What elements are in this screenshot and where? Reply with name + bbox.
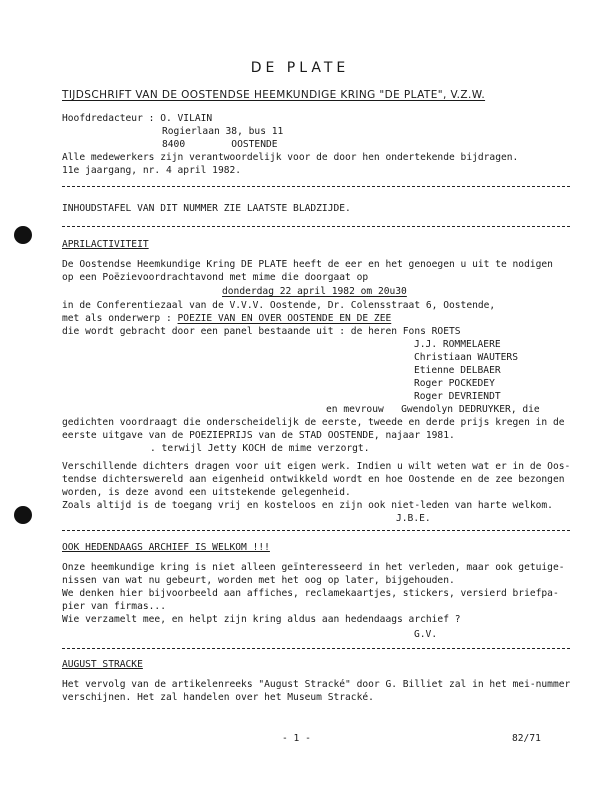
editor-label: Hoofdredacteur : O. VILAIN (62, 113, 213, 124)
panel-member: Roger DEVRIENDT (414, 391, 501, 402)
page-number: - 1 - (282, 733, 311, 744)
panel-member: Roger POCKEDEY (414, 378, 495, 389)
divider (62, 226, 570, 227)
paragraph-line: nissen van wat nu gebeurt, worden met het oog op later, bijgehouden. (62, 575, 455, 586)
paragraph-line: op een Poëzievoordrachtavond met mime die doorgaat op (62, 272, 369, 283)
section-heading-august-stracke: AUGUST STRACKE (62, 659, 143, 670)
editor-address-2: 8400 OOSTENDE (162, 139, 278, 150)
subject-prefix: met als onderwerp : (62, 313, 178, 324)
paragraph-line: gedichten voordraagt die onderscheidelijk de eerste, tweede en derde prijs kregen in de (62, 417, 565, 428)
panel-member: Etienne DELBAER (414, 365, 501, 376)
panel-member: Christiaan WAUTERS (414, 352, 518, 363)
paragraph-line: Onze heemkundige kring is niet alleen geïnteresseerd in het verleden, maar ook getuige- (62, 562, 565, 573)
panel-member-mevrouw: en mevrouw Gwendolyn DEDRUYKER, die (326, 404, 540, 415)
paragraph-line: Verschillende dichters dragen voor uit eigen werk. Indien u wilt weten wat er in de Oos- (62, 461, 571, 472)
toc-note: INHOUDSTAFEL VAN DIT NUMMER ZIE LAATSTE BLADZIJDE. (62, 203, 351, 214)
divider (62, 648, 570, 649)
journal-subtitle: TIJDSCHRIFT VAN DE OOSTENDSE HEEMKUNDIGE KRING "DE PLATE", V.Z.W. (62, 89, 486, 101)
event-subject-line (62, 312, 391, 325)
paragraph-line: De Oostendse Heemkundige Kring DE PLATE heeft de eer en het genoegen u uit te nodigen (62, 259, 553, 270)
panel-member: J.J. ROMMELAERE (414, 339, 501, 350)
event-subject: POEZIE VAN EN OVER OOSTENDE EN DE ZEE (177, 313, 392, 324)
punch-hole (14, 226, 32, 244)
document-code: 82/71 (512, 733, 541, 744)
paragraph-line: tendse dichterswereld aan eigenheid ontwikkeld wordt en hoe Oostende en de zee bezongen (62, 474, 565, 485)
section-heading-aprilactiviteit: APRILACTIVITEIT (62, 239, 149, 250)
divider (62, 530, 570, 531)
punch-hole (14, 506, 32, 524)
paragraph-line: pier van firmas... (62, 601, 166, 612)
paragraph-line: Het vervolg van de artikelenreeks "August Stracké" door G. Billiet zal in het mei-nummer (62, 679, 571, 690)
signature: G.V. (414, 629, 438, 640)
signature: J.B.E. (396, 513, 431, 524)
disclaimer: Alle medewerkers zijn verantwoordelijk voor de door hen ondertekende bijdragen. (62, 152, 519, 163)
event-venue: in de Conferentiezaal van de V.V.V. Oostende, Dr. Colensstraat 6, Oostende, (62, 300, 496, 311)
paragraph-line: eerste uitgave van de POEZIEPRIJS van de STAD OOSTENDE, najaar 1981. (62, 430, 455, 441)
issue-info: 11e jaargang, nr. 4 april 1982. (62, 165, 242, 176)
panel-intro: die wordt gebracht door een panel bestaande uit : de heren Fons ROETS (62, 326, 461, 337)
paragraph-line: We denken hier bijvoorbeeld aan affiches, reclamekaartjes, stickers, versierd briefpa- (62, 588, 559, 599)
divider (62, 186, 570, 187)
journal-title: DE PLATE (250, 60, 350, 76)
paragraph-line: verschijnen. Het zal handelen over het Museum Stracké. (62, 692, 374, 703)
event-date: donderdag 22 april 1982 om 20u30 (222, 286, 407, 297)
paragraph-line: Wie verzamelt mee, en helpt zijn kring aldus aan hedendaags archief ? (62, 614, 461, 625)
section-heading-archief: OOK HEDENDAAGS ARCHIEF IS WELKOM !!! (62, 542, 270, 553)
paragraph-line: worden, is deze avond een uitstekende gelegenheid. (62, 487, 351, 498)
editor-address-1: Rogierlaan 38, bus 11 (162, 126, 284, 137)
paragraph-line: Zoals altijd is de toegang vrij en kosteloos en zijn ook niet-leden van harte welkom. (62, 500, 553, 511)
mime-line: . terwijl Jetty KOCH de mime verzorgt. (150, 443, 370, 454)
